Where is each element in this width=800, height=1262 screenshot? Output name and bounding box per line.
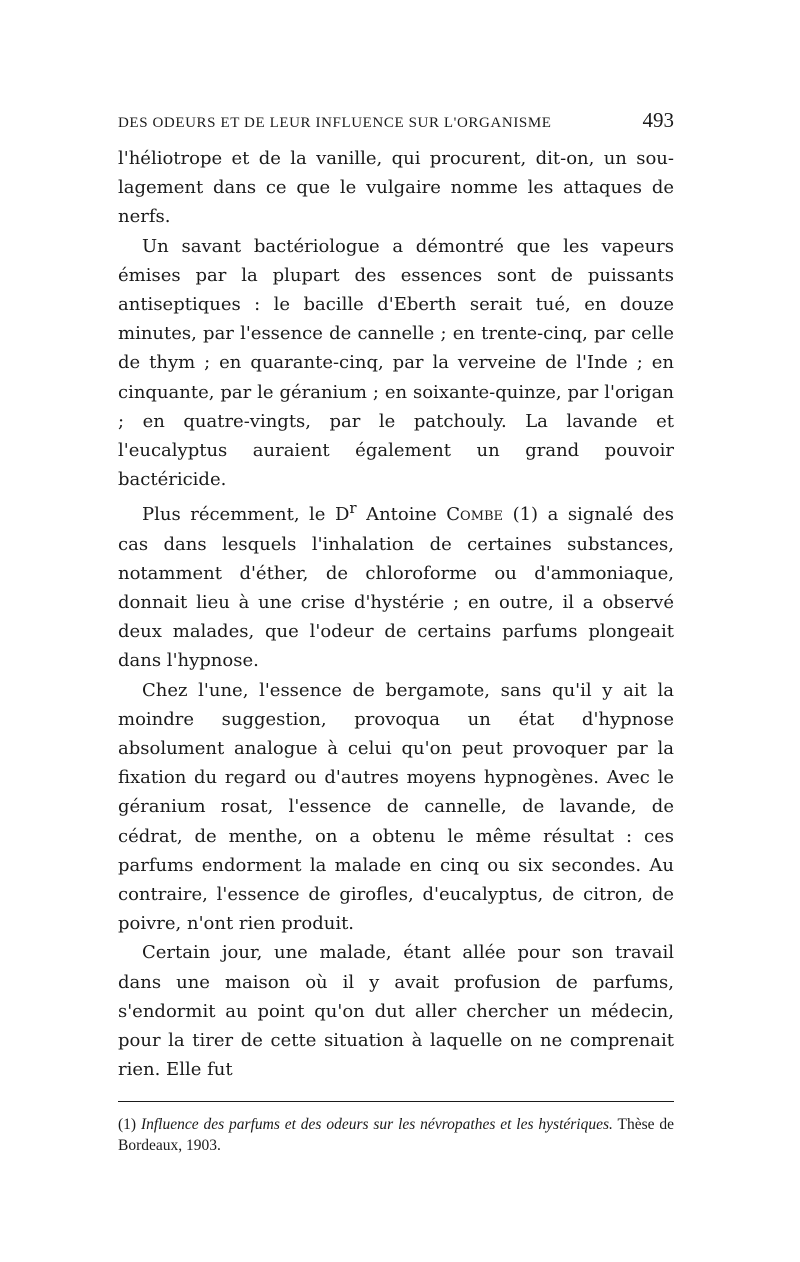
footnote-marker: (1): [118, 1115, 141, 1133]
book-page: [118, 108, 674, 1156]
footnote-rule: [118, 1101, 674, 1102]
paragraph-3: [118, 494, 674, 675]
footnote-rest: Thèse de Bordeaux, 1903.: [118, 1115, 675, 1154]
paragraph-2: Un savant bactériologue a démontré que les vapeurs émises par la plupart des essences sont de puissants antiseptiques : le bacille d'Eberth serait tué, en douze minutes, par l'essence de cannelle ; en trente-cinq, par celle de thym ; en quarante-cinq, par la verveine de l'Inde ; en cinquante, par le géranium ; en soixante-quinze, par l'origan ; en quatre-vingts, par le patchouly. La lavande et l'eucalyptus auraient également un grand pouvoir bactéricide.: [118, 235, 674, 491]
paragraph-5: Certain jour, une malade, étant allée pour son travail dans une maison où il y avait profusion de parfums, s'endormit au point qu'on dut aller chercher un médecin, pour la tirer de cette situation à laquelle on ne comprenait rien. Elle fut: [118, 942, 674, 1081]
paragraph-3-before: Plus récemment, le D: [142, 504, 350, 526]
doctor-abbrev-sup: r: [349, 499, 357, 518]
paragraph-3-name-first: Antoine: [356, 504, 447, 526]
running-head: [118, 108, 674, 134]
body-text: [118, 144, 674, 1085]
footnote: [118, 1114, 674, 1156]
author-name-combe: Combe: [446, 504, 504, 526]
paragraph-1: l'héliotrope et de la vanille, qui procurent, dit-on, un soulagement dans ce que le vulgaire nomme les attaques de nerfs.: [118, 148, 674, 228]
page-number: 493: [642, 108, 674, 132]
paragraph-4: Chez l'une, l'essence de bergamote, sans qu'il y ait la moindre suggestion, provoqua un état d'hypnose absolument analogue à celui qu'on peut provoquer par la fixation du regard ou d'autres moyens hypnogènes. Avec le géranium rosat, l'essence de cannelle, de lavande, de cédrat, de menthe, on a obtenu le même résultat : ces parfums endorment la malade en cinq ou six secondes. Au contraire, l'essence de girofles, d'eucalyptus, de citron, de poivre, n'ont rien produit.: [118, 679, 674, 935]
paragraph-3-after: (1) a signalé des cas dans lesquels l'inhalation de certaines substances, notamment d'éther, de chloroforme ou d'ammoniaque, donnait lieu à une crise d'hystérie ; en outre, il a observé deux malades, que l'odeur de certains parfums plongeait dans l'hypnose.: [118, 504, 674, 672]
running-head-title: DES ODEURS ET DE LEUR INFLUENCE SUR L'ORGANISME: [118, 115, 552, 131]
footnote-title: Influence des parfums et des odeurs sur les névropathes et les hystériques.: [140, 1115, 613, 1133]
